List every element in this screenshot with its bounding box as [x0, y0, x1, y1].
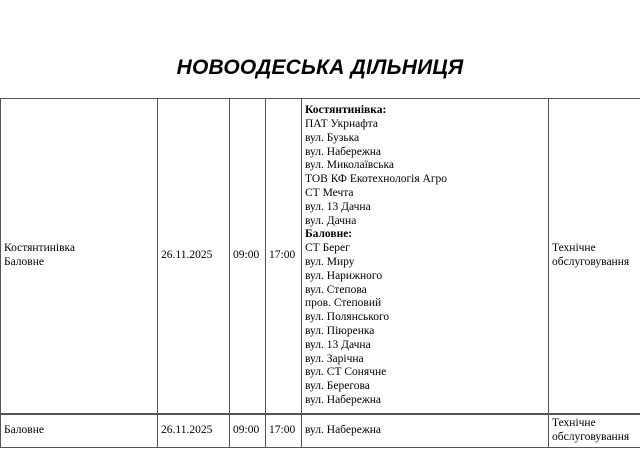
- settlement-name: Баловне: [4, 424, 44, 437]
- settlement-cell: [1, 99, 158, 414]
- address-item: вул. Берегова: [305, 380, 370, 393]
- end-time-cell: 17:00: [266, 415, 302, 448]
- reason-line: Технічне: [552, 242, 596, 255]
- address-item: СТ Мечта: [305, 187, 354, 200]
- address-item: вул. Миру: [305, 256, 355, 268]
- start-time-cell: 09:00: [230, 99, 266, 414]
- address-item: ПАТ Укрнафта: [305, 118, 378, 131]
- settlement-cell: [1, 415, 158, 448]
- address-item: вул. Миколаївська: [305, 159, 395, 172]
- address-item: вул. Степова: [305, 283, 367, 296]
- start-time-cell: 09:00: [230, 415, 266, 448]
- end-time-cell: 17:00: [266, 99, 302, 414]
- address-item: вул. Бузька: [305, 131, 360, 144]
- reason-line: обслуговування: [552, 256, 630, 268]
- address-list-cell: [302, 99, 549, 414]
- address-item: вул. СТ Сонячне: [305, 366, 387, 379]
- address-group-title: Баловне:: [305, 228, 353, 241]
- address-item: вул. Набережна: [305, 145, 382, 158]
- address-item: пров. Степовий: [305, 297, 382, 310]
- address-item: вул. Полянського: [305, 311, 390, 324]
- address-item: вул. Піюренка: [305, 324, 375, 337]
- reason-line: Технічне: [552, 417, 596, 430]
- address-item: вул. Зарічна: [305, 352, 364, 365]
- settlement-name: Костянтинівка: [4, 242, 76, 255]
- address-item: вул. Нарижного: [305, 269, 383, 282]
- date-cell: 26.11.2025: [158, 415, 230, 448]
- address-group-title: Костянтинівка:: [305, 104, 387, 117]
- address-item: вул. Дачна: [305, 214, 357, 227]
- settlement-name: Баловне: [4, 256, 44, 268]
- reason-cell: [549, 415, 640, 448]
- reason-line: обслуговування: [552, 431, 630, 443]
- address-item: вул. 13 Дачна: [305, 338, 371, 351]
- address-item: вул. 13 Дачна: [305, 200, 371, 213]
- table-row: [1, 99, 640, 414]
- outage-schedule-table: [0, 98, 640, 448]
- table-row: [1, 415, 640, 448]
- reason-cell: [549, 99, 640, 414]
- address-item: ТОВ КФ Екотехнологія Агро: [305, 173, 448, 186]
- address-cell: вул. Набережна: [302, 415, 549, 448]
- address-item: СТ Берег: [305, 242, 350, 255]
- date-cell: 26.11.2025: [158, 99, 230, 414]
- address-item: вул. Набережна: [305, 393, 382, 406]
- page-heading: НОВООДЕСЬКА ДІЛЬНИЦЯ: [176, 56, 464, 79]
